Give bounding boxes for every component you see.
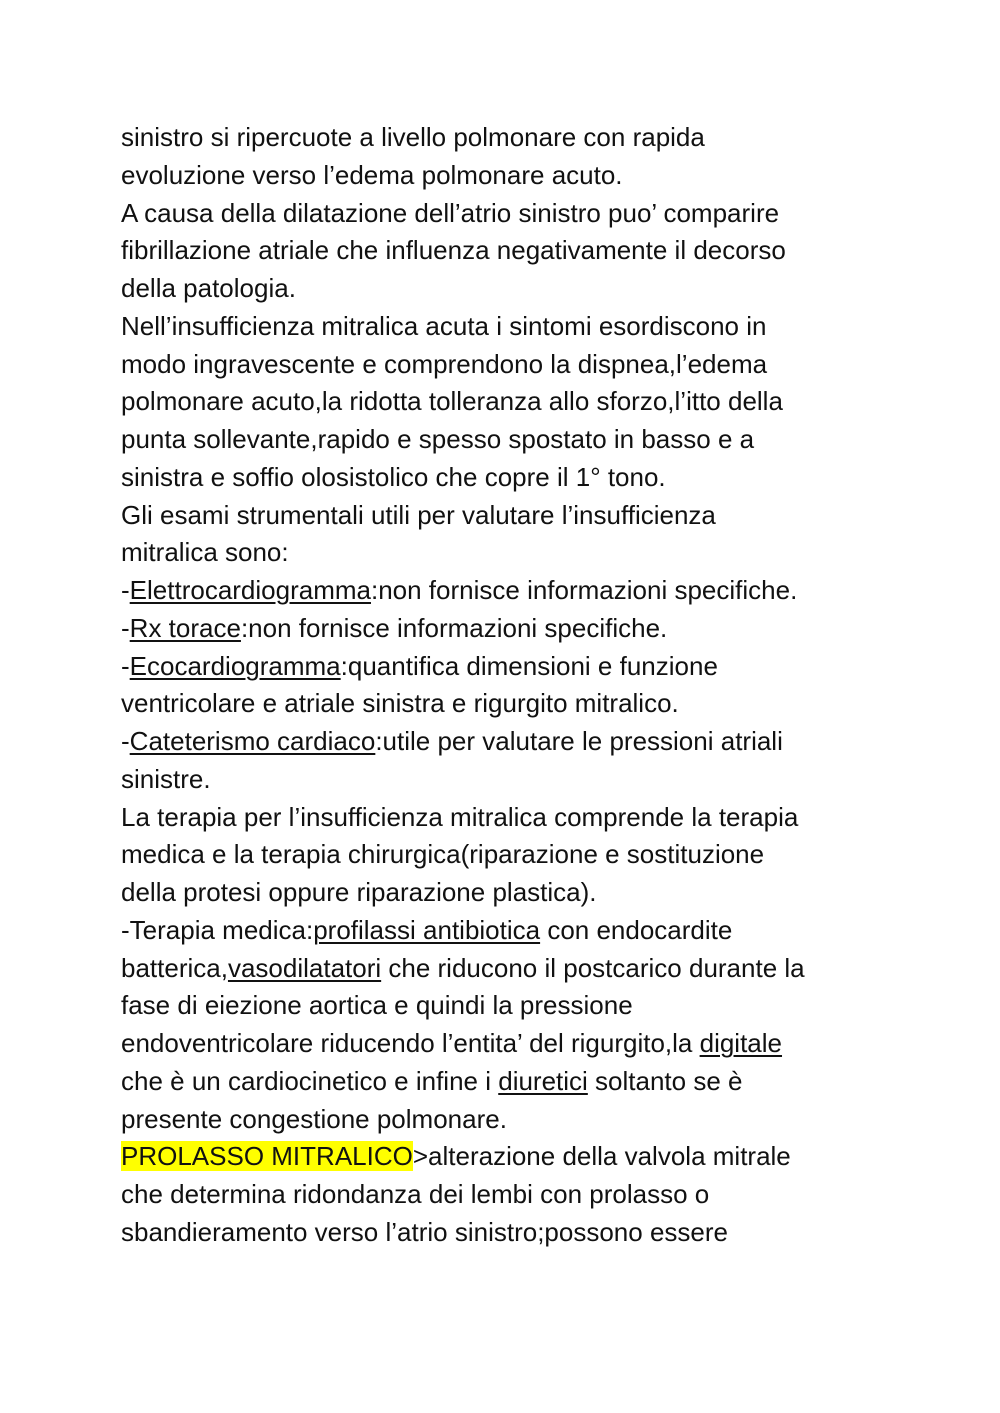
underlined-term: vasodilatatori xyxy=(227,952,382,983)
underlined-term: Rx torace xyxy=(129,612,241,643)
text-line: presente congestione polmonare. xyxy=(121,1103,507,1134)
underlined-term: Elettrocardiogramma xyxy=(129,575,371,605)
text-line: medica e la terapia chirurgica(riparazione e sostituzione xyxy=(121,839,765,870)
text-line: evoluzione verso l’edema polmonare acuto. xyxy=(121,159,623,190)
therapy-line: batterica,vasodilatatori che riducono il postcarico durante la xyxy=(121,952,805,983)
text-line: punta sollevante,rapido e spesso spostato in basso e a xyxy=(121,424,755,454)
underlined-term: digitale xyxy=(699,1028,783,1058)
text-line: sinistre. xyxy=(121,763,211,794)
text-line: sbandieramento verso l’atrio sinistro;possono essere xyxy=(121,1216,728,1247)
exam-item-ecg: -Elettrocardiogramma:non fornisce informazioni specifiche. xyxy=(121,575,798,605)
section-heading-line: PROLASSO MITRALICO>alterazione della valvola mitrale xyxy=(121,1141,791,1172)
exam-item-catheter: -Cateterismo cardiaco:utile per valutare le pressioni atriali xyxy=(121,726,783,756)
text-line: della patologia. xyxy=(121,273,296,303)
underlined-term: Ecocardiogramma xyxy=(129,650,341,681)
exam-item-rx: -Rx torace:non fornisce informazioni specifiche. xyxy=(121,612,668,643)
therapy-line: endoventricolare riducendo l’entita’ del rigurgito,la digitale xyxy=(121,1028,783,1058)
text-line: che determina ridondanza dei lembi con prolasso o xyxy=(121,1179,710,1209)
text-line: fase di eiezione aortica e quindi la pressione xyxy=(121,990,633,1021)
exam-item-echo: -Ecocardiogramma:quantifica dimensioni e funzione xyxy=(121,650,718,681)
underlined-term: Cateterismo cardiaco xyxy=(129,726,376,756)
text-line: ventricolare e atriale sinistra e rigurgito mitralico. xyxy=(121,688,679,719)
text-line: A causa della dilatazione dell’atrio sinistro puo’ comparire xyxy=(121,197,780,228)
document-page xyxy=(121,119,921,1252)
therapy-line: che è un cardiocinetico e infine i diuretici soltanto se è xyxy=(121,1065,743,1096)
text-line: mitralica sono: xyxy=(121,537,289,568)
underlined-term: diuretici xyxy=(498,1065,588,1096)
text-line: La terapia per l’insufficienza mitralica comprende la terapia xyxy=(121,801,799,832)
highlighted-heading: PROLASSO MITRALICO xyxy=(121,1141,413,1172)
text-line: sinistro si ripercuote a livello polmonare con rapida xyxy=(121,122,705,152)
text-line: fibrillazione atriale che influenza negativamente il decorso xyxy=(121,235,786,266)
text-line: polmonare acuto,la ridotta tolleranza allo sforzo,l’itto della xyxy=(121,386,783,417)
text-line: sinistra e soffio olosistolico che copre il 1° tono. xyxy=(121,461,666,492)
text-line: Nell’insufficienza mitralica acuta i sintomi esordiscono in xyxy=(121,310,767,341)
text-line: modo ingravescente e comprendono la dispnea,l’edema xyxy=(121,348,768,379)
text-line: Gli esami strumentali utili per valutare l’insufficienza xyxy=(121,499,716,530)
therapy-line: -Terapia medica:profilassi antibiotica con endocardite xyxy=(121,914,733,945)
text-line: della protesi oppure riparazione plastica). xyxy=(121,877,597,907)
underlined-term: profilassi antibiotica xyxy=(313,914,541,945)
